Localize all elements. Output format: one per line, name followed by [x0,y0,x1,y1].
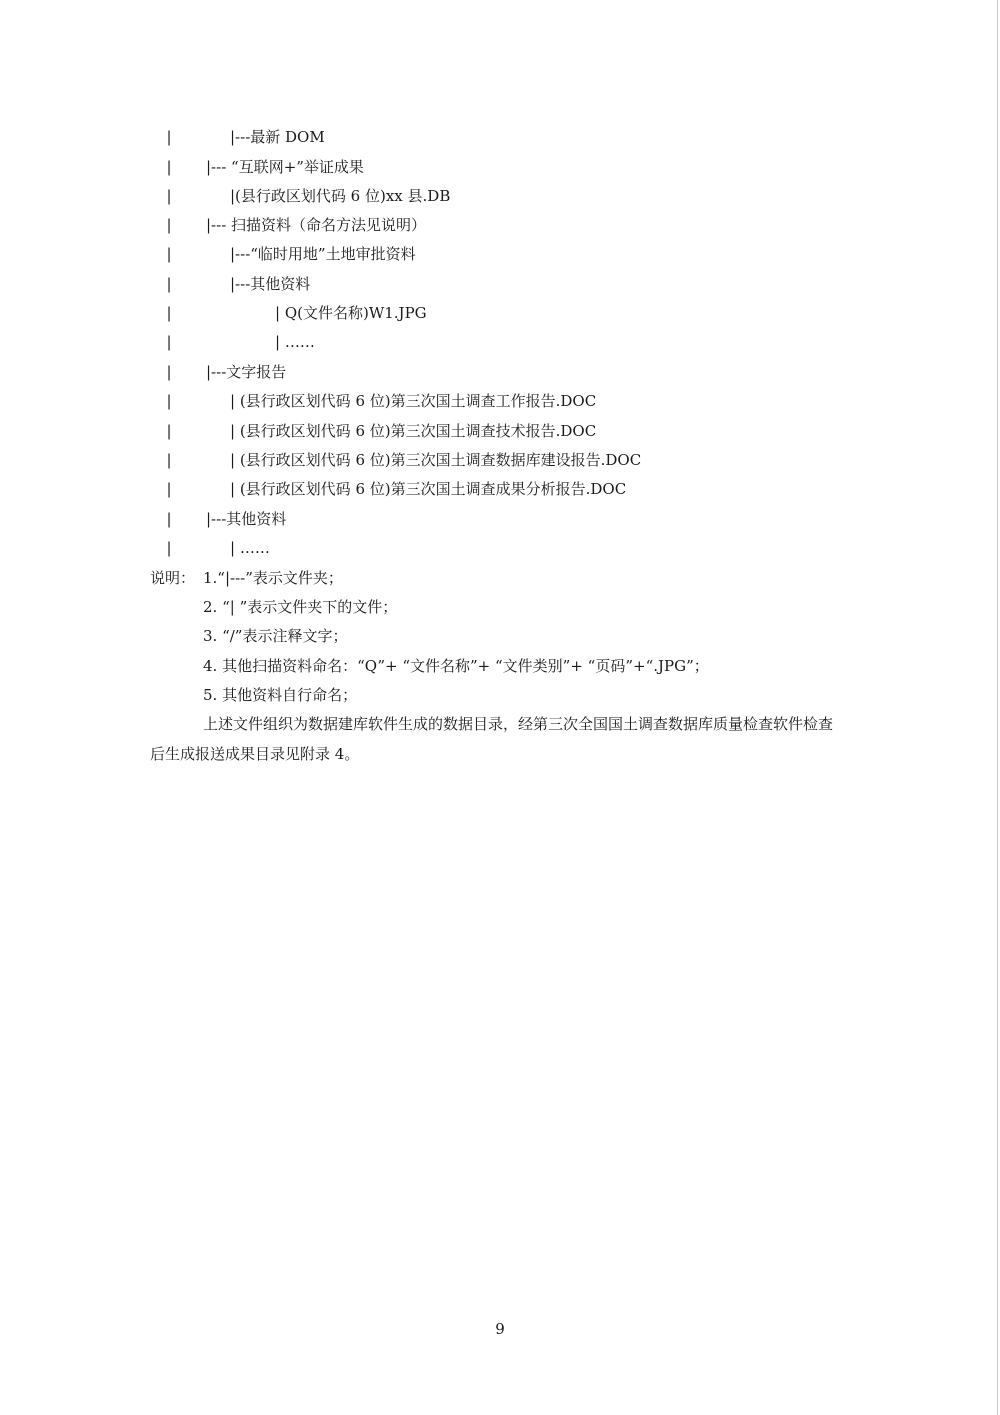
tree-line: |--- “互联网+”举证成果 [206,158,364,176]
tree-bar: | [166,392,172,410]
tree-bar: | [166,128,172,146]
tree-line: | (县行政区划代码 6 位)第三次国土调查数据库建设报告.DOC [230,451,642,469]
tree-bar: | [166,216,172,234]
paragraph-line: 上述文件组织为数据建库软件生成的数据目录，经第三次全国国土调查数据库质量检查软件检查 [203,715,834,733]
page-number: 9 [495,1320,505,1338]
tree-bar: | [166,158,172,176]
tree-bar: | [166,480,172,498]
notes-label: 说明： [150,569,196,587]
tree-bar: | [166,363,172,381]
tree-line: |---其他资料 [206,510,287,528]
tree-bar: | [166,275,172,293]
tree-bar: | [166,510,172,528]
tree-bar: | [166,304,172,322]
tree-bar: | [166,333,172,351]
tree-bar: | [166,187,172,205]
tree-line: |(县行政区划代码 6 位)xx 县.DB [230,187,451,205]
page-edge [997,0,998,1415]
paragraph-line: 后生成报送成果目录见附录 4。 [150,745,360,763]
tree-line: | …… [230,539,270,557]
note-item: 3. “/”表示注释文字； [203,627,348,645]
tree-bar: | [166,539,172,557]
note-item: 4. 其他扫描资料命名：“Q”+ “文件名称”+ “文件类别”+ “页码”+“.JPG”； [203,657,709,675]
tree-line: |---文字报告 [206,363,287,381]
tree-line: | …… [275,333,315,351]
tree-bar: | [166,422,172,440]
tree-line: | (县行政区划代码 6 位)第三次国土调查成果分析报告.DOC [230,480,627,498]
tree-line: | (县行政区划代码 6 位)第三次国土调查工作报告.DOC [230,392,597,410]
tree-line: | (县行政区划代码 6 位)第三次国土调查技术报告.DOC [230,422,597,440]
tree-bar: | [166,245,172,263]
tree-line: |---“临时用地”土地审批资料 [230,245,416,263]
tree-bar: | [166,451,172,469]
tree-line: |--- 扫描资料（命名方法见说明） [206,216,427,234]
tree-line: | Q(文件名称)W1.JPG [275,304,427,322]
note-item: 2. “| ”表示文件夹下的文件； [203,598,398,616]
tree-line: |---最新 DOM [230,128,325,146]
tree-line: |---其他资料 [230,275,311,293]
note-item: 5. 其他资料自行命名； [203,686,358,704]
note-item: 1.“|---”表示文件夹； [203,569,343,587]
